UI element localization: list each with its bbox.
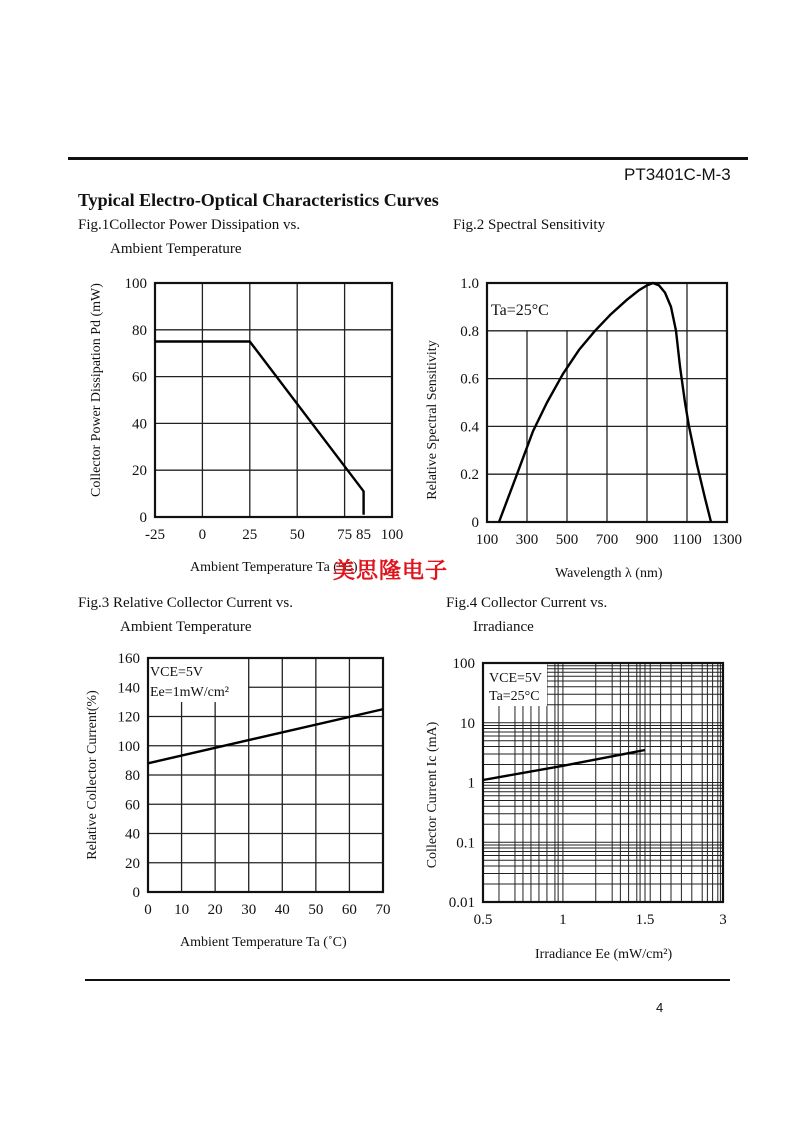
x-tick-label: 1 — [559, 912, 567, 928]
x-tick-label: 85 — [356, 527, 372, 543]
x-axis-label: Ambient Temperature Ta (˚C) — [180, 935, 347, 950]
y-axis-label: Relative Spectral Sensitivity — [425, 340, 440, 500]
y-tick-label: 40 — [125, 826, 140, 843]
fig3-caption: Fig.3 Relative Collector Current vs. — [78, 595, 293, 611]
y-axis-label: Collector Current Ic (mA) — [425, 721, 440, 869]
x-axis-label: Irradiance Ee (mW/cm²) — [535, 947, 673, 962]
x-tick-label: 0.5 — [473, 912, 493, 928]
x-tick-label: 100 — [475, 532, 499, 548]
y-tick-label: 120 — [117, 709, 140, 726]
y-tick-label: 0 — [132, 885, 140, 901]
y-axis-label: Collector Power Dissipation Pd (mW) — [89, 283, 104, 497]
x-tick-label: 700 — [595, 532, 619, 548]
x-tick-label: 60 — [341, 902, 357, 918]
x-tick-label: 0 — [198, 527, 207, 543]
series-line-relative-ic — [148, 709, 383, 763]
y-tick-label: 0.4 — [460, 419, 479, 436]
x-tick-label: 30 — [241, 902, 257, 918]
x-tick-label: 50 — [289, 527, 305, 543]
condition-annotation: VCE=5V — [150, 665, 204, 680]
chart-3 — [85, 651, 391, 950]
x-tick-label: 300 — [515, 532, 539, 548]
x-tick-label: 0 — [144, 902, 152, 918]
y-tick-label: 60 — [132, 369, 147, 386]
series-line-pd — [155, 342, 364, 515]
fig2-caption: Fig.2 Spectral Sensitivity — [453, 217, 606, 233]
x-tick-label: 40 — [274, 902, 290, 918]
y-tick-label: 140 — [117, 680, 140, 697]
y-tick-label: 100 — [124, 276, 147, 292]
watermark: 美思隆电子 — [333, 559, 449, 584]
y-axis-label: Relative Collector Current(%) — [85, 690, 100, 860]
condition-annotation: Ta=25°C — [489, 689, 540, 704]
y-tick-label: 20 — [132, 463, 147, 480]
x-tick-label: 70 — [375, 902, 391, 918]
y-tick-label: 0.8 — [460, 323, 479, 340]
y-tick-label: 10 — [460, 715, 475, 732]
x-tick-label: -25 — [145, 527, 165, 543]
y-tick-label: 60 — [125, 797, 140, 814]
document-id-text: PT3401C-M-3 — [624, 165, 731, 184]
condition-annotation: Ta=25°C — [491, 302, 549, 319]
x-tick-label: 25 — [242, 527, 258, 543]
condition-annotation: Ee=1mW/cm² — [150, 685, 229, 700]
x-tick-label: 1100 — [672, 532, 702, 548]
fig4-caption-line2: Irradiance — [473, 619, 534, 635]
x-tick-label: 100 — [380, 527, 404, 543]
page-number: 4 — [656, 1000, 664, 1015]
chart-2 — [425, 276, 742, 581]
x-axis-label: Wavelength λ (nm) — [555, 566, 663, 581]
section-title: Typical Electro-Optical Characteristics Curves — [78, 190, 439, 210]
x-tick-label: 1.5 — [635, 912, 655, 928]
condition-annotation: VCE=5V — [489, 671, 543, 686]
y-tick-label: 1 — [467, 775, 475, 792]
x-tick-label: 1300 — [712, 532, 742, 548]
x-tick-label: 3 — [719, 912, 727, 928]
y-tick-label: 0.2 — [460, 467, 479, 484]
x-tick-label: 50 — [308, 902, 324, 918]
y-tick-label: 20 — [125, 855, 140, 872]
y-tick-label: 1.0 — [460, 276, 479, 292]
y-tick-label: 100 — [452, 656, 475, 672]
fig4-caption: Fig.4 Collector Current vs. — [446, 595, 608, 611]
y-tick-label: 80 — [132, 322, 147, 339]
bottom-rule — [85, 979, 730, 981]
fig3-caption-line2: Ambient Temperature — [120, 619, 252, 635]
y-tick-label: 40 — [132, 416, 147, 433]
x-tick-label: 500 — [555, 532, 579, 548]
y-tick-label: 100 — [117, 738, 140, 755]
fig1-caption: Fig.1Collector Power Dissipation vs. — [78, 217, 301, 233]
x-tick-label: 20 — [207, 902, 223, 918]
y-tick-label: 160 — [117, 651, 140, 667]
y-tick-label: 0 — [471, 515, 479, 531]
x-tick-label: 10 — [174, 902, 190, 918]
y-tick-label: 0.6 — [460, 371, 479, 388]
x-axis-label: Ambient Temperature Ta (°C) — [190, 560, 358, 575]
x-tick-label: 900 — [635, 532, 659, 548]
chart-4 — [425, 656, 727, 962]
x-tick-label: 75 — [337, 527, 353, 543]
y-tick-label: 80 — [125, 768, 140, 784]
chart-1 — [89, 276, 403, 575]
fig1-caption-line2: Ambient Temperature — [110, 241, 242, 257]
y-tick-label: 0 — [139, 510, 147, 526]
y-tick-label: 0.1 — [456, 835, 475, 852]
y-tick-label: 0.01 — [448, 895, 475, 911]
